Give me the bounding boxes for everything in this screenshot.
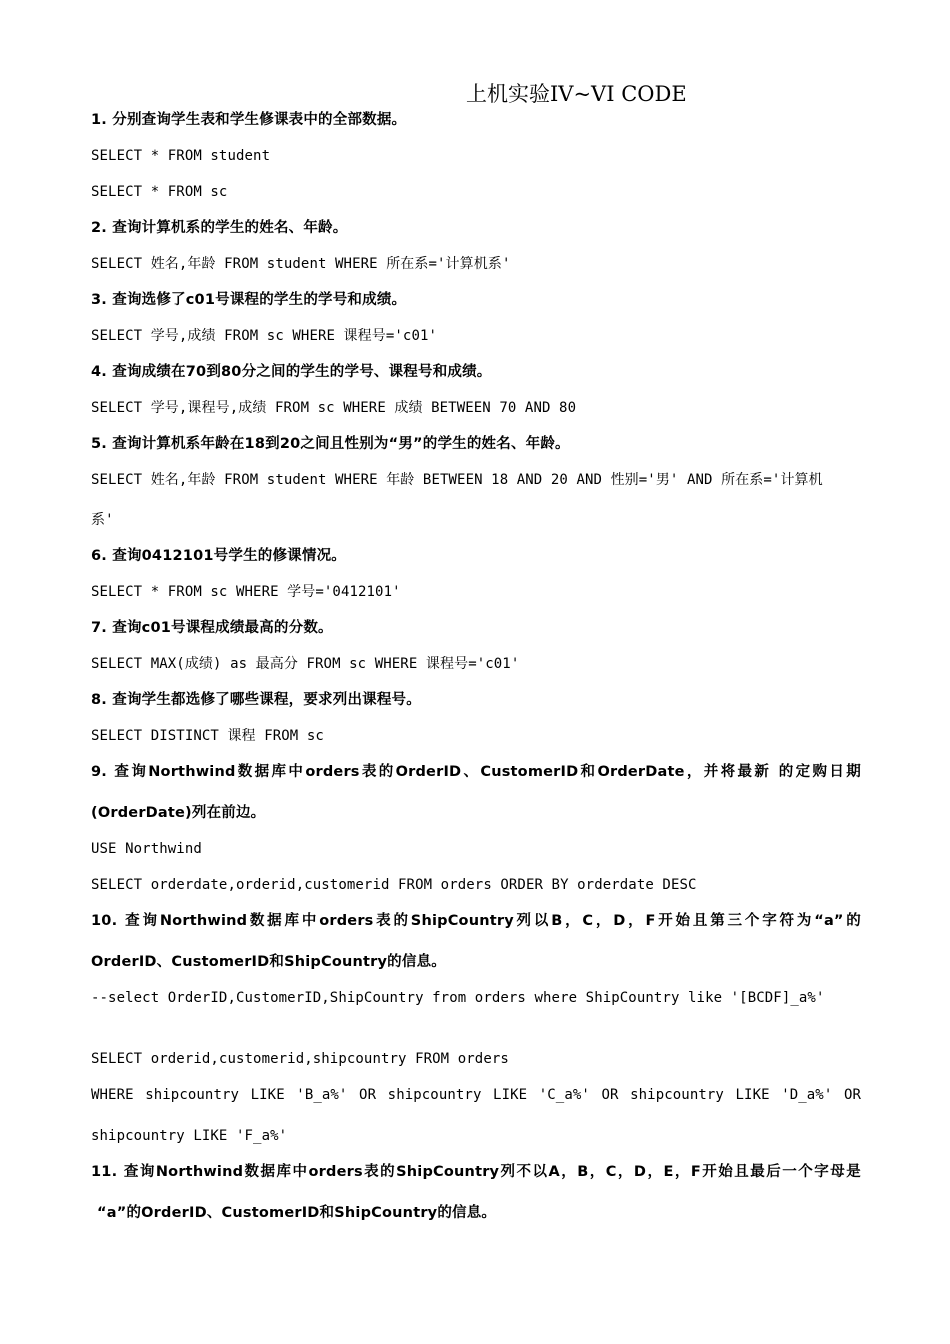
code-comment-line: --select OrderID,CustomerID,ShipCountry from orders where ShipCountry like '[BCDF]_a%' bbox=[91, 990, 825, 1006]
question-3: 3. 查询选修了c01号课程的学生的学号和成绩。 bbox=[91, 292, 407, 308]
page-title: 上机实验IV~VI CODE bbox=[466, 82, 687, 106]
question-4: 4. 查询成绩在70到80分之间的学生的学号、课程号和成绩。 bbox=[91, 364, 492, 380]
question-11-continued: “a”的OrderID、CustomerID和ShipCountry的信息。 bbox=[97, 1205, 497, 1221]
code-line: 系' bbox=[91, 512, 114, 528]
question-10: 10. 查询Northwind数据库中orders表的ShipCountry列以B，C，D，F开始且第三个字符为“a”的 bbox=[91, 913, 861, 929]
code-line: SELECT * FROM sc bbox=[91, 184, 228, 200]
question-8: 8. 查询学生都选修了哪些课程，要求列出课程号。 bbox=[91, 692, 421, 708]
code-line: SELECT 姓名,年龄 FROM student WHERE 年龄 BETWEEN 18 AND 20 AND 性别='男' AND 所在系='计算机 bbox=[91, 472, 823, 488]
question-9-continued: (OrderDate)列在前边。 bbox=[91, 805, 266, 821]
code-line: SELECT orderdate,orderid,customerid FROM orders ORDER BY orderdate DESC bbox=[91, 877, 697, 893]
question-2: 2. 查询计算机系的学生的姓名、年龄。 bbox=[91, 220, 348, 236]
code-line: WHERE shipcountry LIKE 'B_a%' OR shipcountry LIKE 'C_a%' OR shipcountry LIKE 'D_a%' OR bbox=[91, 1087, 861, 1103]
question-10-continued: OrderID、CustomerID和ShipCountry的信息。 bbox=[91, 954, 446, 970]
code-line: SELECT MAX(成绩) as 最高分 FROM sc WHERE 课程号='c01' bbox=[91, 656, 520, 672]
question-1: 1. 分别查询学生表和学生修课表中的全部数据。 bbox=[91, 112, 407, 128]
question-6: 6. 查询0412101号学生的修课情况。 bbox=[91, 548, 346, 564]
question-9: 9. 查询Northwind数据库中orders表的OrderID、CustomerID和OrderDate，并将最新 的定购日期 bbox=[91, 764, 861, 780]
code-line: SELECT * FROM student bbox=[91, 148, 271, 164]
code-line: SELECT DISTINCT 课程 FROM sc bbox=[91, 728, 324, 744]
question-7: 7. 查询c01号课程成绩最高的分数。 bbox=[91, 620, 333, 636]
code-line: shipcountry LIKE 'F_a%' bbox=[91, 1128, 288, 1144]
code-line: SELECT 学号,课程号,成绩 FROM sc WHERE 成绩 BETWEEN 70 AND 80 bbox=[91, 400, 577, 416]
code-line: SELECT orderid,customerid,shipcountry FROM orders bbox=[91, 1051, 509, 1067]
code-line: SELECT 姓名,年龄 FROM student WHERE 所在系='计算机系' bbox=[91, 256, 511, 272]
code-line: USE Northwind bbox=[91, 841, 202, 857]
question-5: 5. 查询计算机系年龄在18到20之间且性别为“男”的学生的姓名、年龄。 bbox=[91, 436, 570, 452]
code-line: SELECT * FROM sc WHERE 学号='0412101' bbox=[91, 584, 401, 600]
code-line: SELECT 学号,成绩 FROM sc WHERE 课程号='c01' bbox=[91, 328, 438, 344]
question-11: 11. 查询Northwind数据库中orders表的ShipCountry列不以A，B，C，D，E，F开始且最后一个字母是 bbox=[91, 1164, 861, 1180]
